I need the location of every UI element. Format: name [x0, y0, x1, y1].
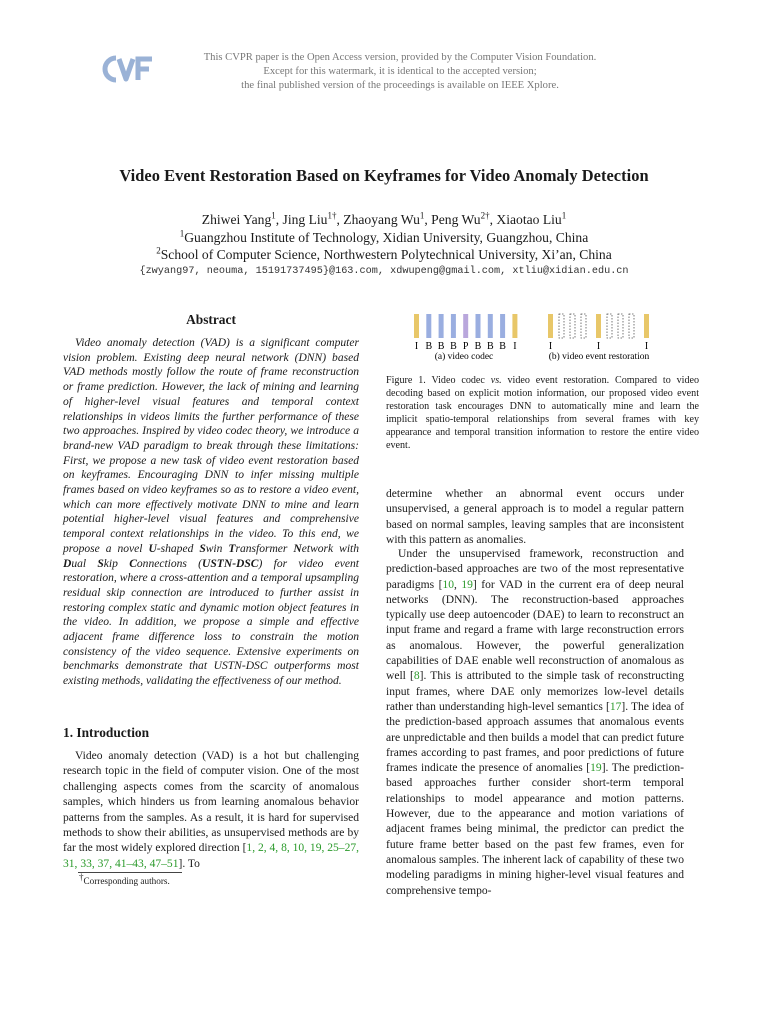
- paragraph-text: ] for VAD in the current era of deep neural networks (DNN). The reconstruction-based approaches typically use deep autoencoder (DAE) to learn to reconstruct an input frame and regard a frame with large reconstruction errors as anomalous. However, the powerful generalization capabilities of DAE enable well reconstruction of anomalous as well [: [386, 578, 684, 683]
- author-name: Zhiwei Yang: [201, 212, 272, 227]
- paper-title: Video Event Restoration Based on Keyframes for Video Anomaly Detection: [119, 166, 649, 185]
- keyframe-bar: [644, 314, 649, 338]
- frame-bar-I: [512, 314, 517, 338]
- frame-bar-B: [439, 314, 444, 338]
- frame-bar-B: [476, 314, 481, 338]
- frame-type-label: I: [414, 341, 419, 352]
- frame-type-label: I: [513, 341, 517, 352]
- author-sup: 1†: [327, 210, 337, 221]
- acronym-letter: N: [293, 542, 302, 555]
- affiliation: [40, 229, 728, 246]
- missing-frame-placeholder: [618, 314, 623, 338]
- missing-frame-placeholder: [581, 314, 586, 338]
- frame-type-label: B: [474, 341, 482, 352]
- citation-link[interactable]: 19: [461, 578, 473, 591]
- abstract-text: onnections (: [136, 557, 203, 570]
- keyframe-bar: [548, 314, 553, 338]
- acronym-letter: C: [129, 557, 137, 570]
- figure-1: [408, 310, 698, 370]
- intro-text: Video anomaly detection (VAD) is a hot but challenging research topic in the field of computer vision. One of the most challenging aspects comes from the scarcity of anomalous samples, which hinders us from learning anomalous behavior patterns from the samples. As a result, it is hard for supervised methods to show their abilities, as unsupervised methods are by far the most widely explored direction [: [63, 750, 359, 855]
- watermark-notice: [150, 51, 650, 93]
- abstract-text: kip: [103, 557, 130, 570]
- affiliation-sup: 2: [156, 245, 161, 256]
- frame-type-label: P: [462, 341, 469, 352]
- missing-frame-placeholder: [629, 314, 634, 338]
- frame-type-label: B: [437, 341, 445, 352]
- affiliation-sup: 1: [179, 228, 185, 239]
- citation-link[interactable]: 1, 2, 4, 8, 10, 19, 25–27, 31, 33, 37, 41–43, 47–51: [63, 842, 360, 870]
- citation-link[interactable]: 19: [590, 762, 602, 775]
- author-sup: 1: [271, 210, 276, 221]
- acronym-letter: D: [63, 557, 72, 570]
- footnote: [79, 871, 359, 886]
- frame-type-label: B: [425, 341, 433, 352]
- keyframe-label: I: [644, 341, 649, 352]
- abstract-text: -shaped: [156, 542, 200, 555]
- caption-label: Figure 1.: [386, 375, 426, 386]
- abstract-text: win: [205, 542, 229, 555]
- paragraph-text: ]. The idea of the prediction-based approach assumes that anomalous events are unpredictable and then builds a model that can predict future frames according to past frames, and poor predictions of future frames indicate the presence of anomalies [: [386, 700, 684, 775]
- paragraph: [386, 547, 684, 899]
- caption-text: Video codec: [425, 375, 491, 386]
- missing-frame-placeholder: [559, 314, 564, 338]
- model-acronym: USTN-DSC: [202, 557, 259, 570]
- author-name: Xiaotao Liu: [496, 212, 562, 227]
- watermark-line: Except for this watermark, it is identical to the accepted version;: [263, 66, 537, 77]
- author-sup: 2†: [480, 210, 490, 221]
- acronym-letter: S: [199, 542, 206, 555]
- subcaption-b: (b) video event restoration: [548, 352, 650, 362]
- frame-bar-B: [500, 314, 505, 338]
- caption-text: vs.: [490, 375, 502, 386]
- paragraph: determine whether an abnormal event occurs under unsupervised, a general approach is to model a regular pattern based on normal samples, leaving samples that are inconsistent with this pattern as anomalies.: [386, 488, 684, 546]
- video-codec-diagram: [414, 314, 517, 352]
- affiliation-text: School of Computer Science, Northwestern Polytechnical University, Xi’an, China: [160, 247, 612, 262]
- footnote-rule: [78, 872, 182, 873]
- frame-bar-P: [463, 314, 468, 338]
- paragraph-text: Under the unsupervised framework, reconstruction and prediction-based approaches are two of the most representative paradigms [: [386, 548, 684, 591]
- author-name: Jing Liu: [282, 212, 328, 227]
- author-name: Zhaoyang Wu: [343, 212, 420, 227]
- frame-bar-B: [426, 314, 431, 338]
- abstract-text: Video anomaly detection (VAD) is a significant computer vision problem. Existing deep neural network (DNN) based VAD methods mostly follow the route of frame reconstruction or frame prediction. However, the lack of mining and learning of higher-level visual features and temporal context relationships in videos limits the further performance of these two approaches. Inspired by video codec theory, we introduce a brand-new VAD paradigm to break through these limitations: First, we propose a new task of video event restoration based on keyframes. Encouraging DNN to infer missing multiple frames based on video keyframes so as to restore a video event, which can more effectively motivate DNN to mine and learn potential higher-level visual features and comprehensive temporal context relationships in the video. To this end, we propose a novel: [63, 337, 359, 555]
- keyframe-label: I: [596, 341, 601, 352]
- intro-text: ]. To: [178, 857, 200, 870]
- keyframe-label: I: [548, 341, 553, 352]
- affiliation-text: Guangzhou Institute of Technology, Xidian University, Guangzhou, China: [184, 230, 589, 245]
- author-name: Peng Wu: [431, 212, 481, 227]
- author-sup: 1: [561, 210, 567, 221]
- frame-type-label: B: [499, 341, 506, 352]
- abstract-text: ) for video event restoration, where a cross-attention and a temporal upsampling residual skip connection are introduced to further assist in restoring complex static and dynamic motion object features in the video. In addition, we propose a simple and effective adjacent frame difference loss to constrain the motion consistency of the video sequence. Extensive experiments on benchmarks demonstrate that USTN-DSC outperforms most existing methods, validating the effectiveness of our method.: [63, 557, 360, 688]
- footnote-sup: †: [79, 871, 84, 882]
- subcaption-a: (a) video codec: [434, 352, 494, 362]
- frame-bar-B: [488, 314, 493, 338]
- citation-link[interactable]: 10: [442, 578, 454, 591]
- frame-type-label: B: [450, 341, 457, 352]
- frame-bar-B: [451, 314, 456, 338]
- watermark-line: This CVPR paper is the Open Access version, provided by the Computer Vision Foundation.: [203, 52, 597, 63]
- abstract-text: ual: [71, 557, 98, 570]
- keyframe-bar: [596, 314, 601, 338]
- acronym-letter: S: [97, 557, 104, 570]
- abstract-heading: Abstract: [186, 312, 236, 327]
- abstract-text: ransformer: [235, 542, 294, 555]
- citation-link[interactable]: 8: [413, 670, 420, 683]
- frame-type-label: B: [486, 341, 494, 352]
- caption-text: video event restoration. Compared to video decoding based on explicit motion information, our proposed video event restoration task encourages DNN to automatically mine and learn the implicit spatio-temporal relationships from several frames with key appearance and temporal transition information to restore the entire video event.: [386, 375, 700, 452]
- section-heading-introduction: 1. Introduction: [63, 725, 150, 740]
- introduction-body: [63, 749, 359, 872]
- author-emails: {zwyang97, neouma, 15191737495}@163.com, xdwupeng@gmail.com, xtliu@xidian.edu.cn: [139, 266, 629, 277]
- paragraph-text: ]. The prediction-based approaches further consider short-term temporal relationships to model appearance and motion patterns. However, due to the appearance and motion variations of adjacent frames being minimal, the predictor can predict the future frame better based on the past few frames, even for anomalous samples. The inherent lack of capability of these two modeling paradigms in mining higher-level visual features and comprehensive tempo-: [386, 762, 684, 897]
- video-event-restoration-diagram: [548, 314, 649, 352]
- citation-link[interactable]: 17: [609, 700, 622, 713]
- paragraph-text: ]. This is attributed to the simple task of reconstructing input frames, where DAE only memorizes low-level details rather than understanding high-level semantics [: [386, 670, 684, 713]
- paragraph-text: ,: [453, 578, 462, 591]
- watermark-line: the final published version of the proceedings is available on IEEE Xplore.: [241, 80, 559, 91]
- abstract-text: etwork with: [301, 542, 360, 555]
- figure-1-caption: [386, 374, 699, 453]
- affiliation: [40, 246, 728, 263]
- author-list: Zhiwei Yang$^1$, Jing Liu$^{1\dagger}$, Zhaoyang Wu$^1$, Peng $Wu^{2\dagger}$, Xiaotao Liu$^1$: [201, 210, 567, 227]
- missing-frame-placeholder: [570, 314, 575, 338]
- author-sup: 1: [419, 210, 425, 221]
- abstract-body: [63, 336, 359, 689]
- frame-bar-I: [414, 314, 419, 338]
- acronym-letter: T: [228, 542, 236, 555]
- footnote-text: Corresponding authors.: [83, 876, 170, 886]
- missing-frame-placeholder: [607, 314, 612, 338]
- acronym-letter: U: [148, 542, 157, 555]
